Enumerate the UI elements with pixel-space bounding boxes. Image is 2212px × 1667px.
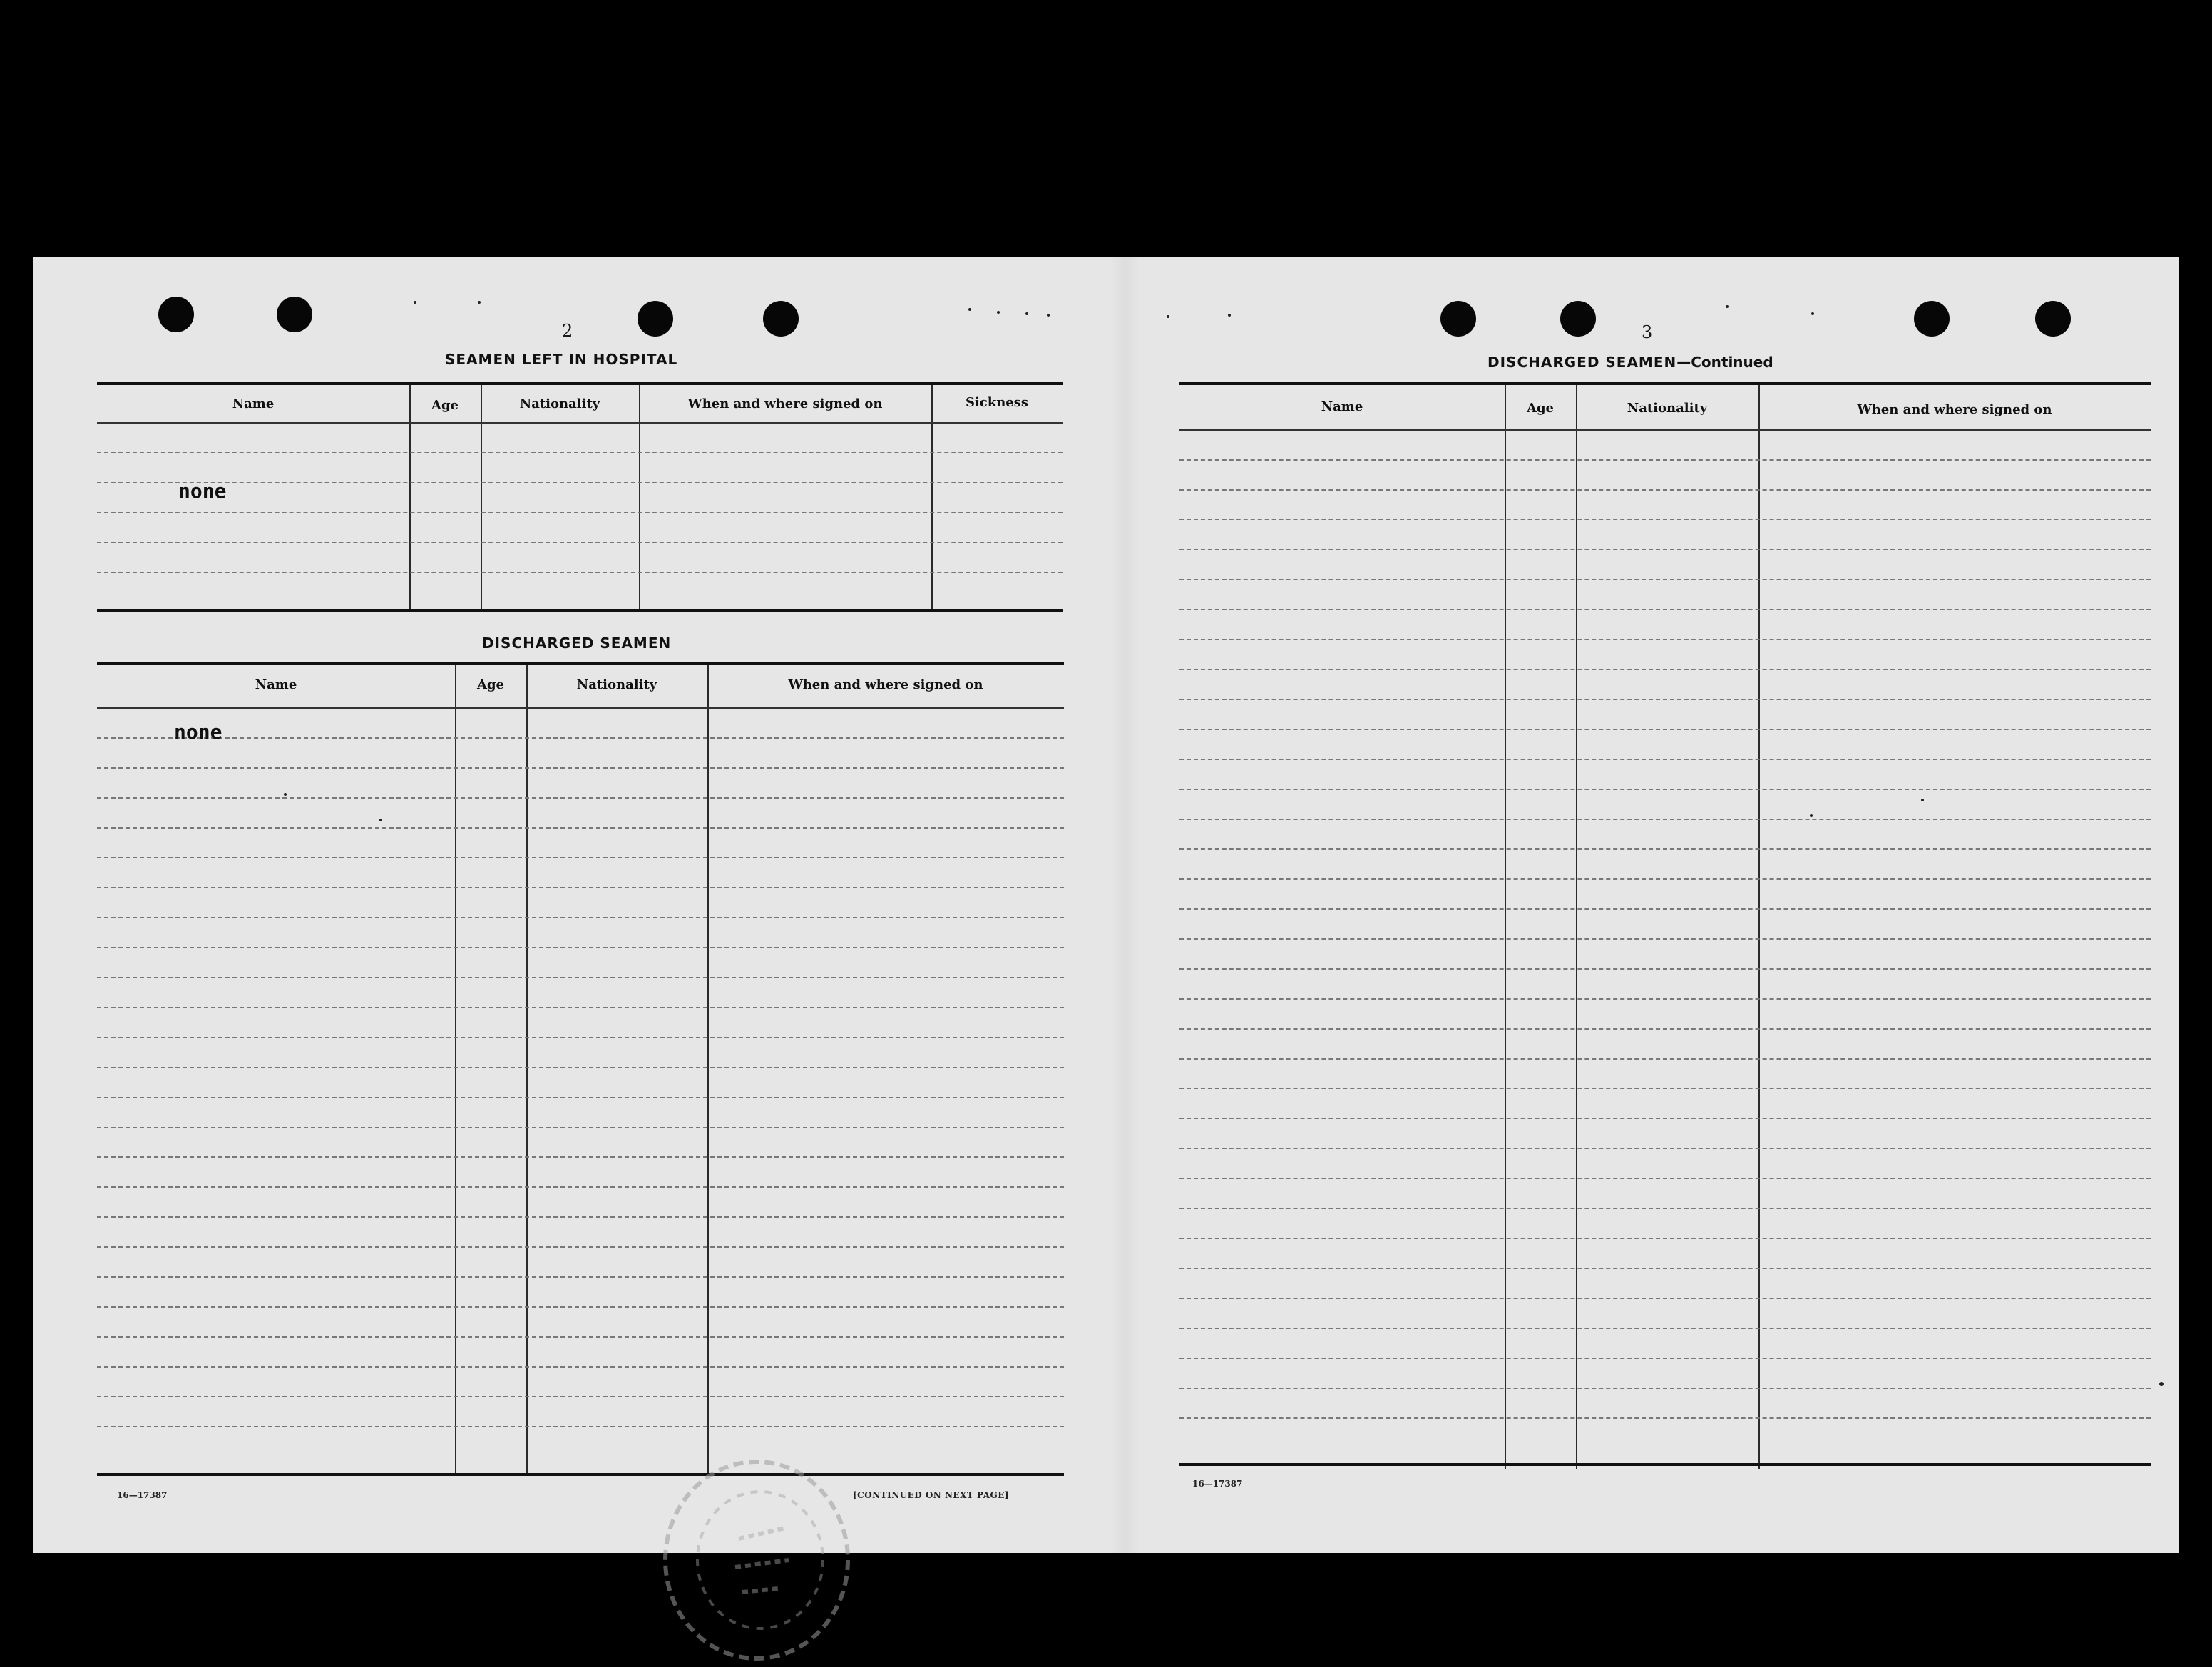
table-bottom-rule [97,1473,1064,1476]
discharged-section-title: DISCHARGED SEAMEN [482,635,672,652]
column-header-name: Name [1321,399,1363,414]
row-line [1179,1088,2151,1089]
column-divider [1576,385,1577,1469]
column-header-sickness: Sickness [965,395,1029,410]
discharged-continued-suffix: —Continued [1676,354,1773,371]
row-line [97,512,1063,513]
column-divider [639,385,640,612]
table-top-rule [97,662,1064,665]
table-top-rule [1179,382,2151,385]
row-line [1179,908,2151,910]
speck [1726,305,1729,308]
form-code-right: 16—17387 [1192,1479,1243,1489]
column-divider [409,385,411,612]
header-bottom-rule [1179,429,2151,431]
row-line [1179,1358,2151,1359]
document-sheet [33,257,2179,1553]
row-line [1179,639,2151,640]
row-line [1179,729,2151,730]
row-line [97,1306,1064,1308]
row-line [1179,579,2151,580]
speck [478,301,481,304]
row-line [97,977,1064,978]
row-line [1179,699,2151,700]
punch-hole [1560,301,1596,337]
row-line [97,1336,1064,1338]
row-line [1179,1268,2151,1269]
punch-hole [1440,301,1476,337]
row-line [1179,1028,2151,1030]
row-line [1179,968,2151,970]
row-line [97,797,1064,799]
header-bottom-rule [97,707,1064,709]
row-line [1179,1118,2151,1119]
row-line [97,947,1064,948]
row-line [1179,1208,2151,1209]
row-line [1179,1238,2151,1239]
row-line [1179,1417,2151,1419]
column-divider [707,665,709,1476]
page-number-right: 3 [1642,322,1653,342]
row-line [1179,1388,2151,1389]
column-divider [455,665,456,1476]
table-top-rule [97,382,1063,385]
row-line [97,827,1064,829]
speck [968,308,971,311]
discharged-continued-table [1179,382,2151,1469]
table-bottom-rule [97,609,1063,612]
page-fold [1111,257,1140,1553]
hospital-section-title: SEAMEN LEFT IN HOSPITAL [445,351,678,368]
discharged-continued-title-main: DISCHARGED SEAMEN [1488,354,1677,371]
row-line [1179,998,2151,1000]
row-line [97,917,1064,918]
row-line [97,572,1063,573]
row-line [97,1426,1064,1427]
row-line [97,542,1063,543]
row-line [1179,819,2151,820]
row-line [97,452,1063,453]
row-line [97,1007,1064,1008]
column-header-nationality: Nationality [1627,401,1708,416]
punch-hole [763,301,799,337]
punch-hole [638,301,673,337]
row-line [97,1186,1064,1188]
row-line [1179,1058,2151,1060]
row-line [97,887,1064,888]
speck [1025,312,1028,315]
column-header-when-where: When and where signed on [687,396,883,411]
punch-hole [1914,301,1950,337]
row-line [97,1067,1064,1068]
table-bottom-rule [1179,1463,2151,1466]
row-line [1179,1148,2151,1149]
hospital-table [97,382,1063,612]
discharged-table [97,662,1064,1476]
speck [414,301,416,304]
speck [2159,1382,2164,1386]
row-line [1179,519,2151,520]
row-line [97,1156,1064,1158]
row-line [97,737,1064,739]
row-line [97,482,1063,483]
column-header-when-where: When and where signed on [1857,402,2052,417]
column-header-when-where: When and where signed on [788,677,983,692]
column-divider [1505,385,1506,1469]
row-line [1179,1328,2151,1329]
row-line [97,1127,1064,1128]
column-divider [526,665,528,1476]
column-divider [931,385,933,612]
faded-stamp [653,1453,860,1667]
speck [1047,314,1050,317]
column-divider [481,385,482,612]
column-header-nationality: Nationality [519,396,600,411]
row-line [1179,459,2151,461]
column-header-name: Name [255,677,297,692]
column-header-age: Age [431,398,459,413]
row-line [97,767,1064,769]
row-line [97,857,1064,858]
speck [1228,314,1231,317]
row-line [1179,489,2151,491]
header-bottom-rule [97,422,1063,424]
row-line [1179,549,2151,550]
speck [1167,315,1169,318]
column-header-name: Name [232,396,275,411]
row-line [1179,878,2151,880]
row-line [1179,609,2151,610]
row-line [1179,669,2151,670]
row-line [1179,848,2151,850]
row-line [97,1246,1064,1248]
column-header-nationality: Nationality [576,677,657,692]
row-line [97,1216,1064,1218]
hospital-entry-none: none [178,479,227,503]
continued-note: [CONTINUED ON NEXT PAGE] [853,1490,1010,1500]
row-line [97,1396,1064,1397]
speck [997,311,1000,314]
speck [1811,312,1814,315]
row-line [1179,938,2151,940]
column-header-age: Age [476,677,504,692]
discharged-entry-none: none [174,720,222,744]
discharged-continued-title [1488,354,1773,371]
column-divider [1758,385,1760,1469]
row-line [97,1097,1064,1098]
page-number-left: 2 [562,321,573,341]
form-code-left: 16—17387 [117,1490,168,1500]
punch-hole [158,297,194,332]
row-line [1179,1298,2151,1299]
row-line [97,1276,1064,1278]
punch-hole [277,297,312,332]
punch-hole [2035,301,2071,337]
row-line [97,1366,1064,1368]
row-line [1179,759,2151,760]
row-line [1179,789,2151,790]
row-line [1179,1178,2151,1179]
column-header-age: Age [1526,401,1554,416]
row-line [97,1037,1064,1038]
